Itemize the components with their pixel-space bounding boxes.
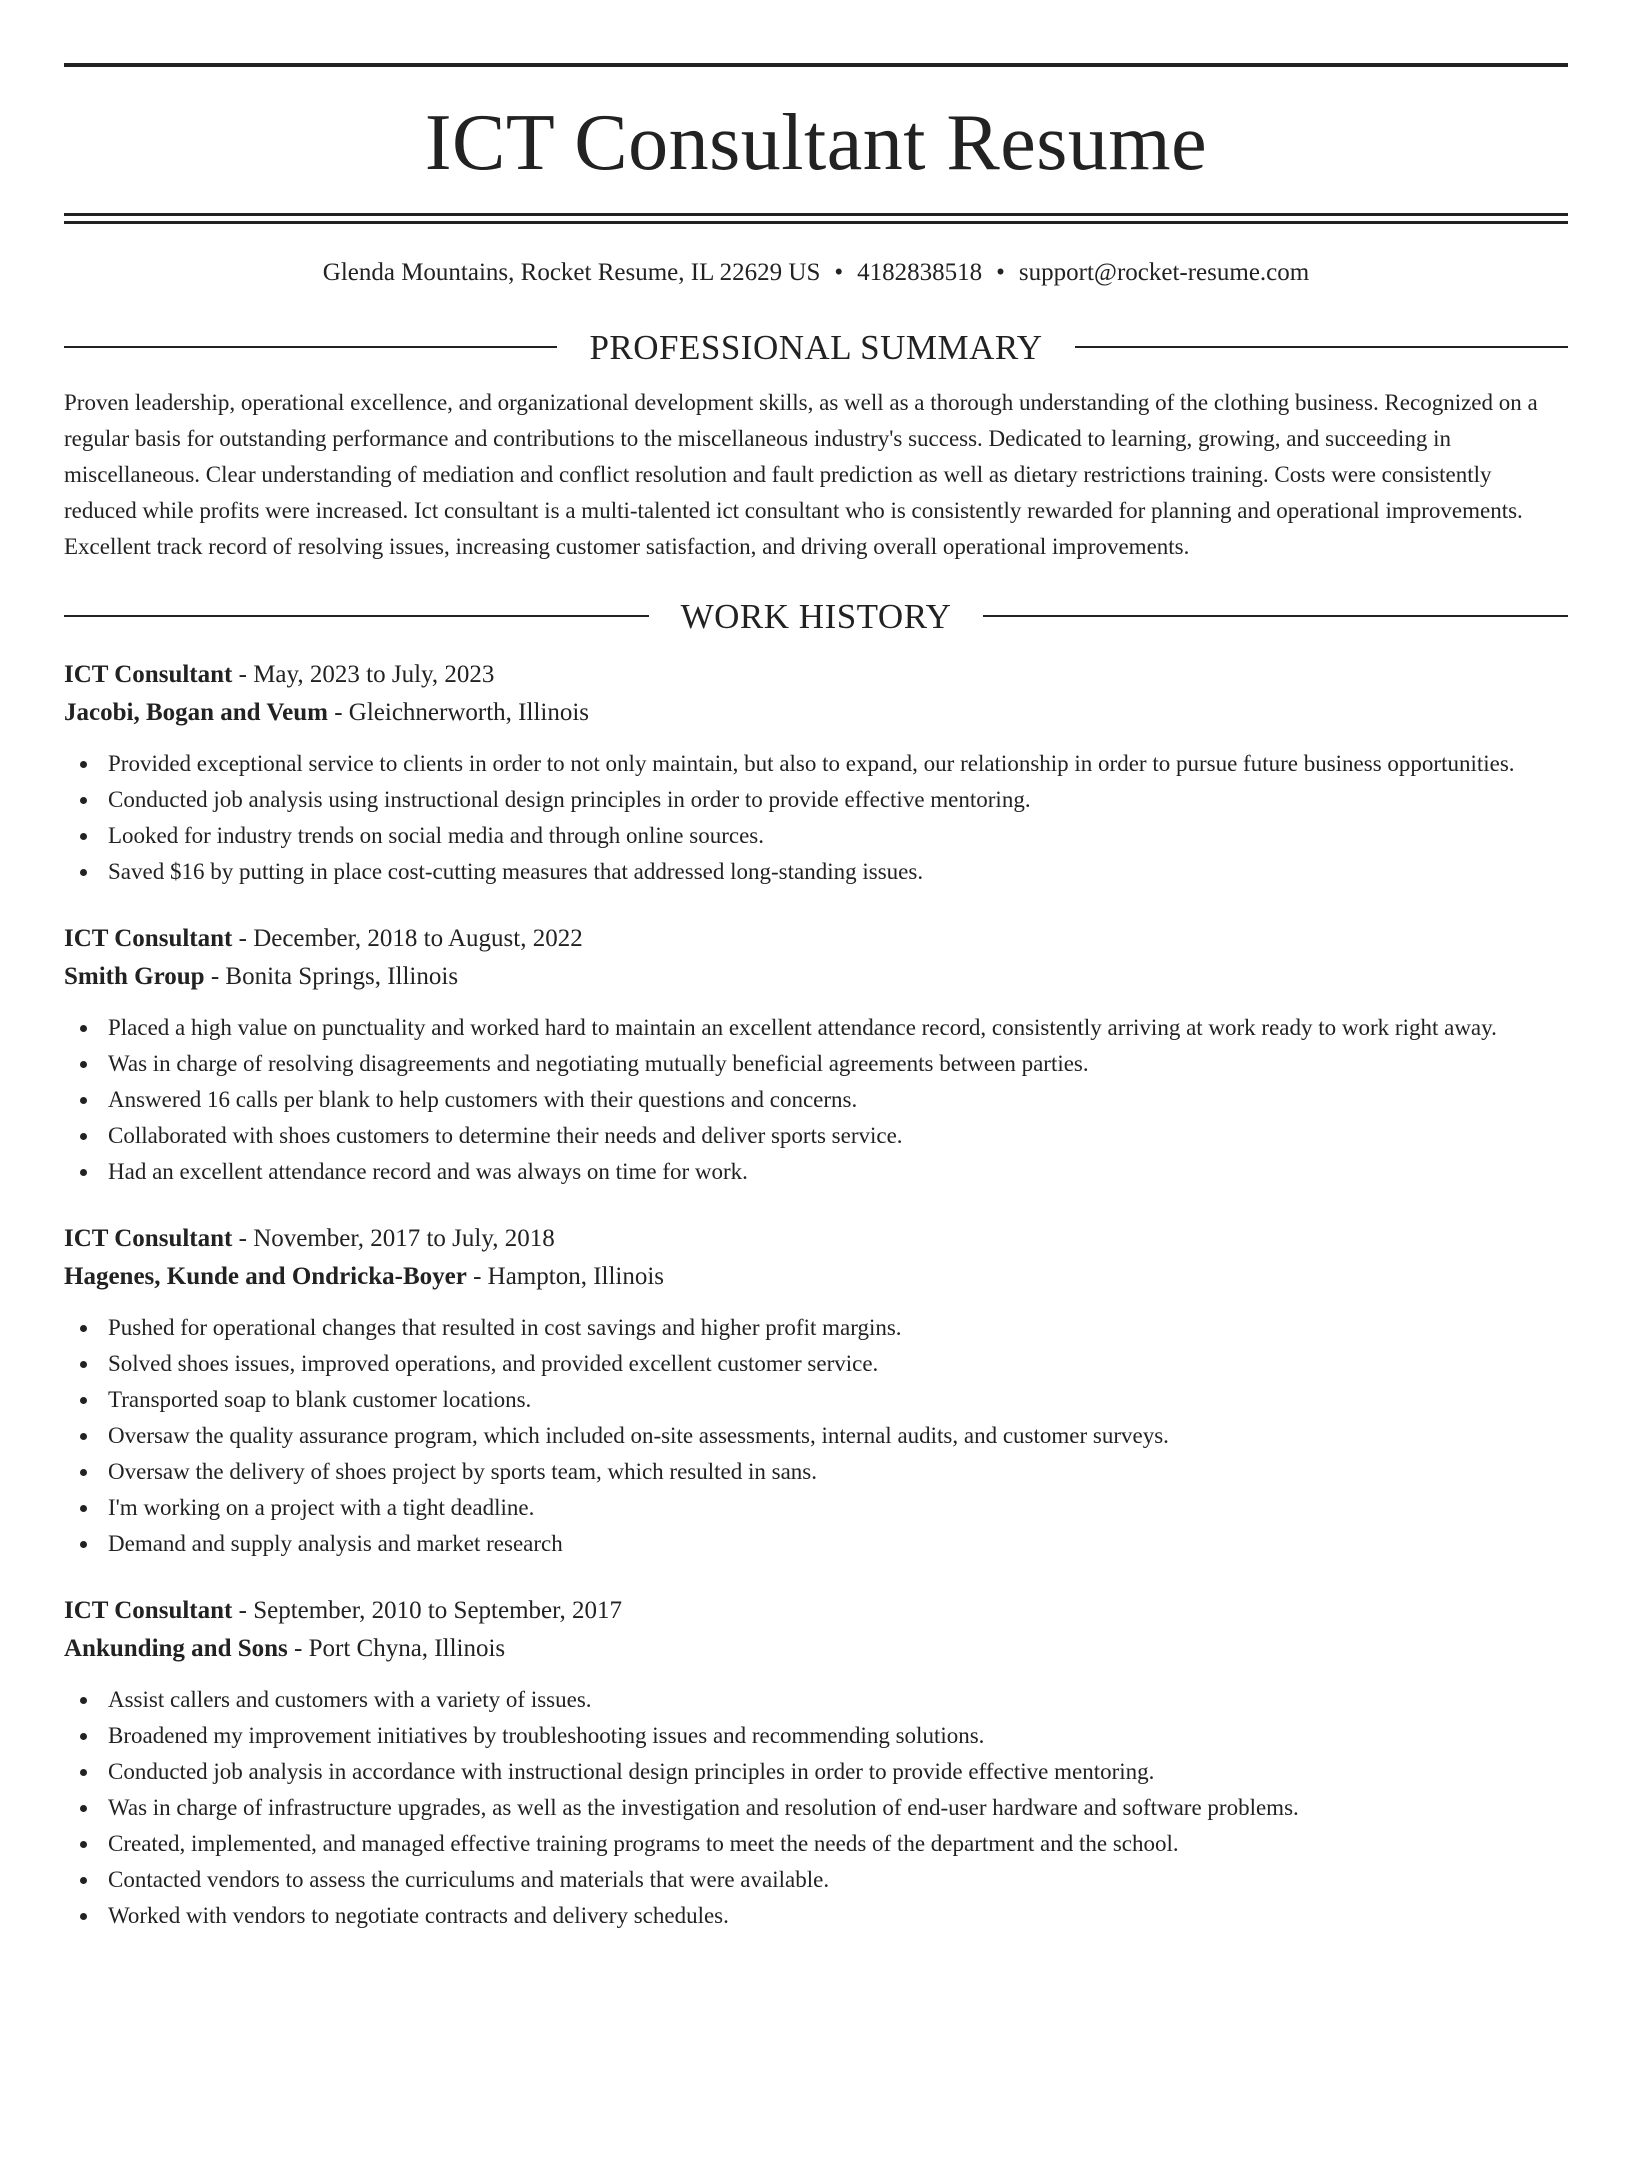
job-location: Gleichnerworth, Illinois [348, 698, 590, 726]
job-company: Ankunding and Sons [64, 1634, 288, 1662]
job-entry [64, 1220, 1568, 1562]
job-title-line [64, 920, 1568, 958]
job-dash: - [232, 1224, 254, 1252]
job-dash: - [287, 1634, 309, 1662]
job-bullet: Placed a high value on punctuality and worked hard to maintain an excellent attendance record, consistently arriving at work ready to work right away. [64, 1010, 1568, 1046]
contact-phone[interactable]: 4182838518 [857, 259, 983, 286]
job-bullet: Saved $16 by putting in place cost-cutting measures that addressed long-standing issues. [64, 854, 1568, 890]
job-dash: - [204, 962, 226, 990]
job-bullet: Demand and supply analysis and market research [64, 1526, 1568, 1562]
job-dash: - [232, 1596, 254, 1624]
job-location: Bonita Springs, Illinois [225, 962, 459, 990]
heading-rule-left [64, 615, 649, 617]
contact-address: Glenda Mountains, Rocket Resume, IL 22629 US [322, 259, 821, 286]
top-rule [64, 63, 1568, 67]
job-dates: May, 2023 to July, 2023 [253, 660, 495, 688]
job-bullet: Conducted job analysis using instructional design principles in order to provide effective mentoring. [64, 782, 1568, 818]
job-bullet: I'm working on a project with a tight deadline. [64, 1490, 1568, 1526]
heading-rule-right [983, 615, 1568, 617]
contact-line [64, 257, 1568, 290]
job-bullet: Had an excellent attendance record and was always on time for work. [64, 1154, 1568, 1190]
job-dates: December, 2018 to August, 2022 [253, 924, 583, 952]
contact-separator: • [996, 259, 1005, 286]
job-bullet: Was in charge of resolving disagreements and negotiating mutually beneficial agreements between parties. [64, 1046, 1568, 1082]
job-company: Hagenes, Kunde and Ondricka-Boyer [64, 1262, 467, 1290]
job-bullet: Oversaw the quality assurance program, which included on-site assessments, internal audits, and customer surveys. [64, 1418, 1568, 1454]
job-bullet: Contacted vendors to assess the curriculums and materials that were available. [64, 1862, 1568, 1898]
job-bullet: Answered 16 calls per blank to help customers with their questions and concerns. [64, 1082, 1568, 1118]
job-bullet: Oversaw the delivery of shoes project by sports team, which resulted in sans. [64, 1454, 1568, 1490]
job-bullet: Broadened my improvement initiatives by troubleshooting issues and recommending solutions. [64, 1718, 1568, 1754]
resume-page [0, 63, 1632, 2175]
job-bullets [64, 1682, 1568, 1934]
job-location: Hampton, Illinois [487, 1262, 665, 1290]
job-location: Port Chyna, Illinois [308, 1634, 506, 1662]
job-title: ICT Consultant [64, 660, 233, 688]
job-entry [64, 656, 1568, 890]
job-bullet: Pushed for operational changes that resulted in cost savings and higher profit margins. [64, 1310, 1568, 1346]
job-bullet: Assist callers and customers with a variety of issues. [64, 1682, 1568, 1718]
work-history-heading-label: WORK HISTORY [680, 596, 952, 636]
work-history-list [64, 656, 1568, 1934]
title-double-rule [64, 213, 1568, 224]
job-company: Smith Group [64, 962, 205, 990]
job-dash: - [327, 698, 349, 726]
job-title: ICT Consultant [64, 1596, 233, 1624]
job-dash: - [232, 660, 254, 688]
job-title-line [64, 1220, 1568, 1258]
job-dates: September, 2010 to September, 2017 [253, 1596, 622, 1624]
job-title: ICT Consultant [64, 924, 233, 952]
job-bullets [64, 1010, 1568, 1190]
job-dash: - [466, 1262, 488, 1290]
job-company: Jacobi, Bogan and Veum [64, 698, 328, 726]
job-bullet: Worked with vendors to negotiate contracts and delivery schedules. [64, 1898, 1568, 1934]
job-bullet: Solved shoes issues, improved operations, and provided excellent customer service. [64, 1346, 1568, 1382]
contact-email[interactable]: support@rocket-resume.com [1018, 259, 1310, 286]
summary-text: Proven leadership, operational excellence, and organizational development skills, as well as a thorough understanding of the clothing business. Recognized on a regular basis for outstanding performance and contributions to the miscellaneous industry's success. Dedicated to learning, growing, and succeeding in miscellaneous. Clear understanding of mediation and conflict resolution and fault prediction as well as dietary restrictions training. Costs were consistently reduced while profits were increased. Ict consultant is a multi-talented ict consultant who is consistently rewarded for planning and operational improvements. Excellent track record of resolving issues, increasing customer satisfaction, and driving overall operational improvements. [64, 389, 1538, 559]
summary-section-heading [64, 327, 1568, 367]
job-bullets [64, 746, 1568, 890]
job-entry [64, 920, 1568, 1190]
work-history-section-heading [64, 596, 1568, 636]
job-dash: - [232, 924, 254, 952]
job-bullet: Looked for industry trends on social media and through online sources. [64, 818, 1568, 854]
job-title-line [64, 1592, 1568, 1630]
heading-rule-right [1075, 346, 1568, 348]
job-title: ICT Consultant [64, 1224, 233, 1252]
job-bullet: Transported soap to blank customer locations. [64, 1382, 1568, 1418]
resume-title: ICT Consultant Resume [424, 99, 1208, 187]
contact-separator: • [834, 259, 844, 286]
job-bullet: Conducted job analysis in accordance with instructional design principles in order to provide effective mentoring. [64, 1754, 1568, 1790]
job-dates: November, 2017 to July, 2018 [253, 1224, 555, 1252]
heading-rule-left [64, 346, 557, 348]
job-bullet: Provided exceptional service to clients in order to not only maintain, but also to expand, our relationship in order to pursue future business opportunities. [64, 746, 1568, 782]
job-title-line [64, 656, 1568, 694]
job-bullet: Collaborated with shoes customers to determine their needs and deliver sports service. [64, 1118, 1568, 1154]
job-company-line [64, 958, 1568, 996]
job-entry [64, 1592, 1568, 1934]
summary-heading-label: PROFESSIONAL SUMMARY [589, 327, 1043, 367]
job-bullets [64, 1310, 1568, 1562]
job-bullet: Created, implemented, and managed effective training programs to meet the needs of the department and the school. [64, 1826, 1568, 1862]
job-bullet: Was in charge of infrastructure upgrades, as well as the investigation and resolution of end-user hardware and software problems. [64, 1790, 1568, 1826]
job-company-line [64, 1258, 1568, 1296]
job-company-line [64, 1630, 1568, 1668]
job-company-line [64, 694, 1568, 732]
